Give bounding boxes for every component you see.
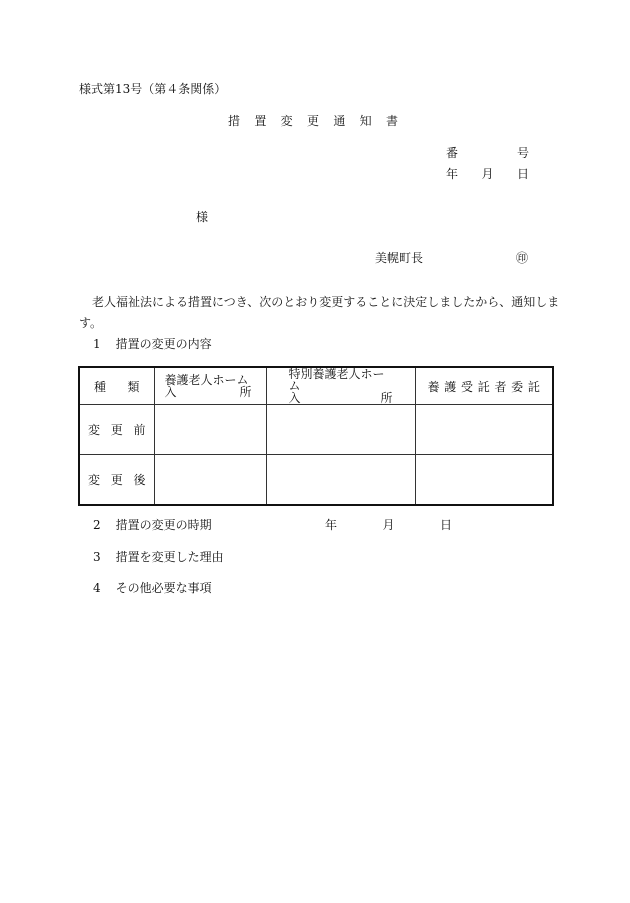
header-kind: 種 類 (79, 367, 154, 405)
section-4: 4 その他必要な事項 (93, 581, 212, 595)
form-number: 様式第13号（第４条関係） (79, 82, 227, 96)
section-2: 2 措置の変更の時期 (93, 518, 212, 532)
cell-before-care-consignment[interactable] (415, 405, 553, 455)
cell-after-nursing-home[interactable] (154, 455, 266, 505)
section-1: 1 措置の変更の内容 (93, 337, 212, 351)
cell-after-special-nursing-home[interactable] (266, 455, 415, 505)
addressee-suffix: 様 (196, 210, 209, 224)
row-label-before: 変 更 前 (79, 405, 154, 455)
cell-before-nursing-home[interactable] (154, 405, 266, 455)
table-row-before (79, 405, 553, 455)
body-text-line1: 老人福祉法による措置につき、次のとおり変更することに決定しましたから、通知しま (92, 295, 560, 309)
issue-date-label: 年 月 日 (446, 167, 529, 181)
body-text-line2: す。 (79, 316, 103, 330)
header-care-consignment: 養 護 受 託 者 委 託 (415, 367, 553, 405)
section-3: 3 措置を変更した理由 (93, 550, 224, 564)
header-nursing-home: 養護老人ホーム 入 所 (154, 367, 266, 405)
cell-after-care-consignment[interactable] (415, 455, 553, 505)
document-number-label: 番 号 (446, 146, 529, 160)
change-date-label: 年 月 日 (325, 518, 452, 532)
row-label-after: 変 更 後 (79, 455, 154, 505)
table-header-row (79, 367, 553, 405)
seal-mark: ㊞ (516, 251, 529, 265)
table-row-after (79, 455, 553, 505)
cell-before-special-nursing-home[interactable] (266, 405, 415, 455)
document-title: 措 置 変 更 通 知 書 (228, 114, 398, 128)
change-content-table (78, 366, 554, 506)
issuer-name: 美幌町長 (375, 251, 424, 265)
header-special-nursing-home: 特別養護老人ホーム 入 所 (266, 367, 415, 405)
